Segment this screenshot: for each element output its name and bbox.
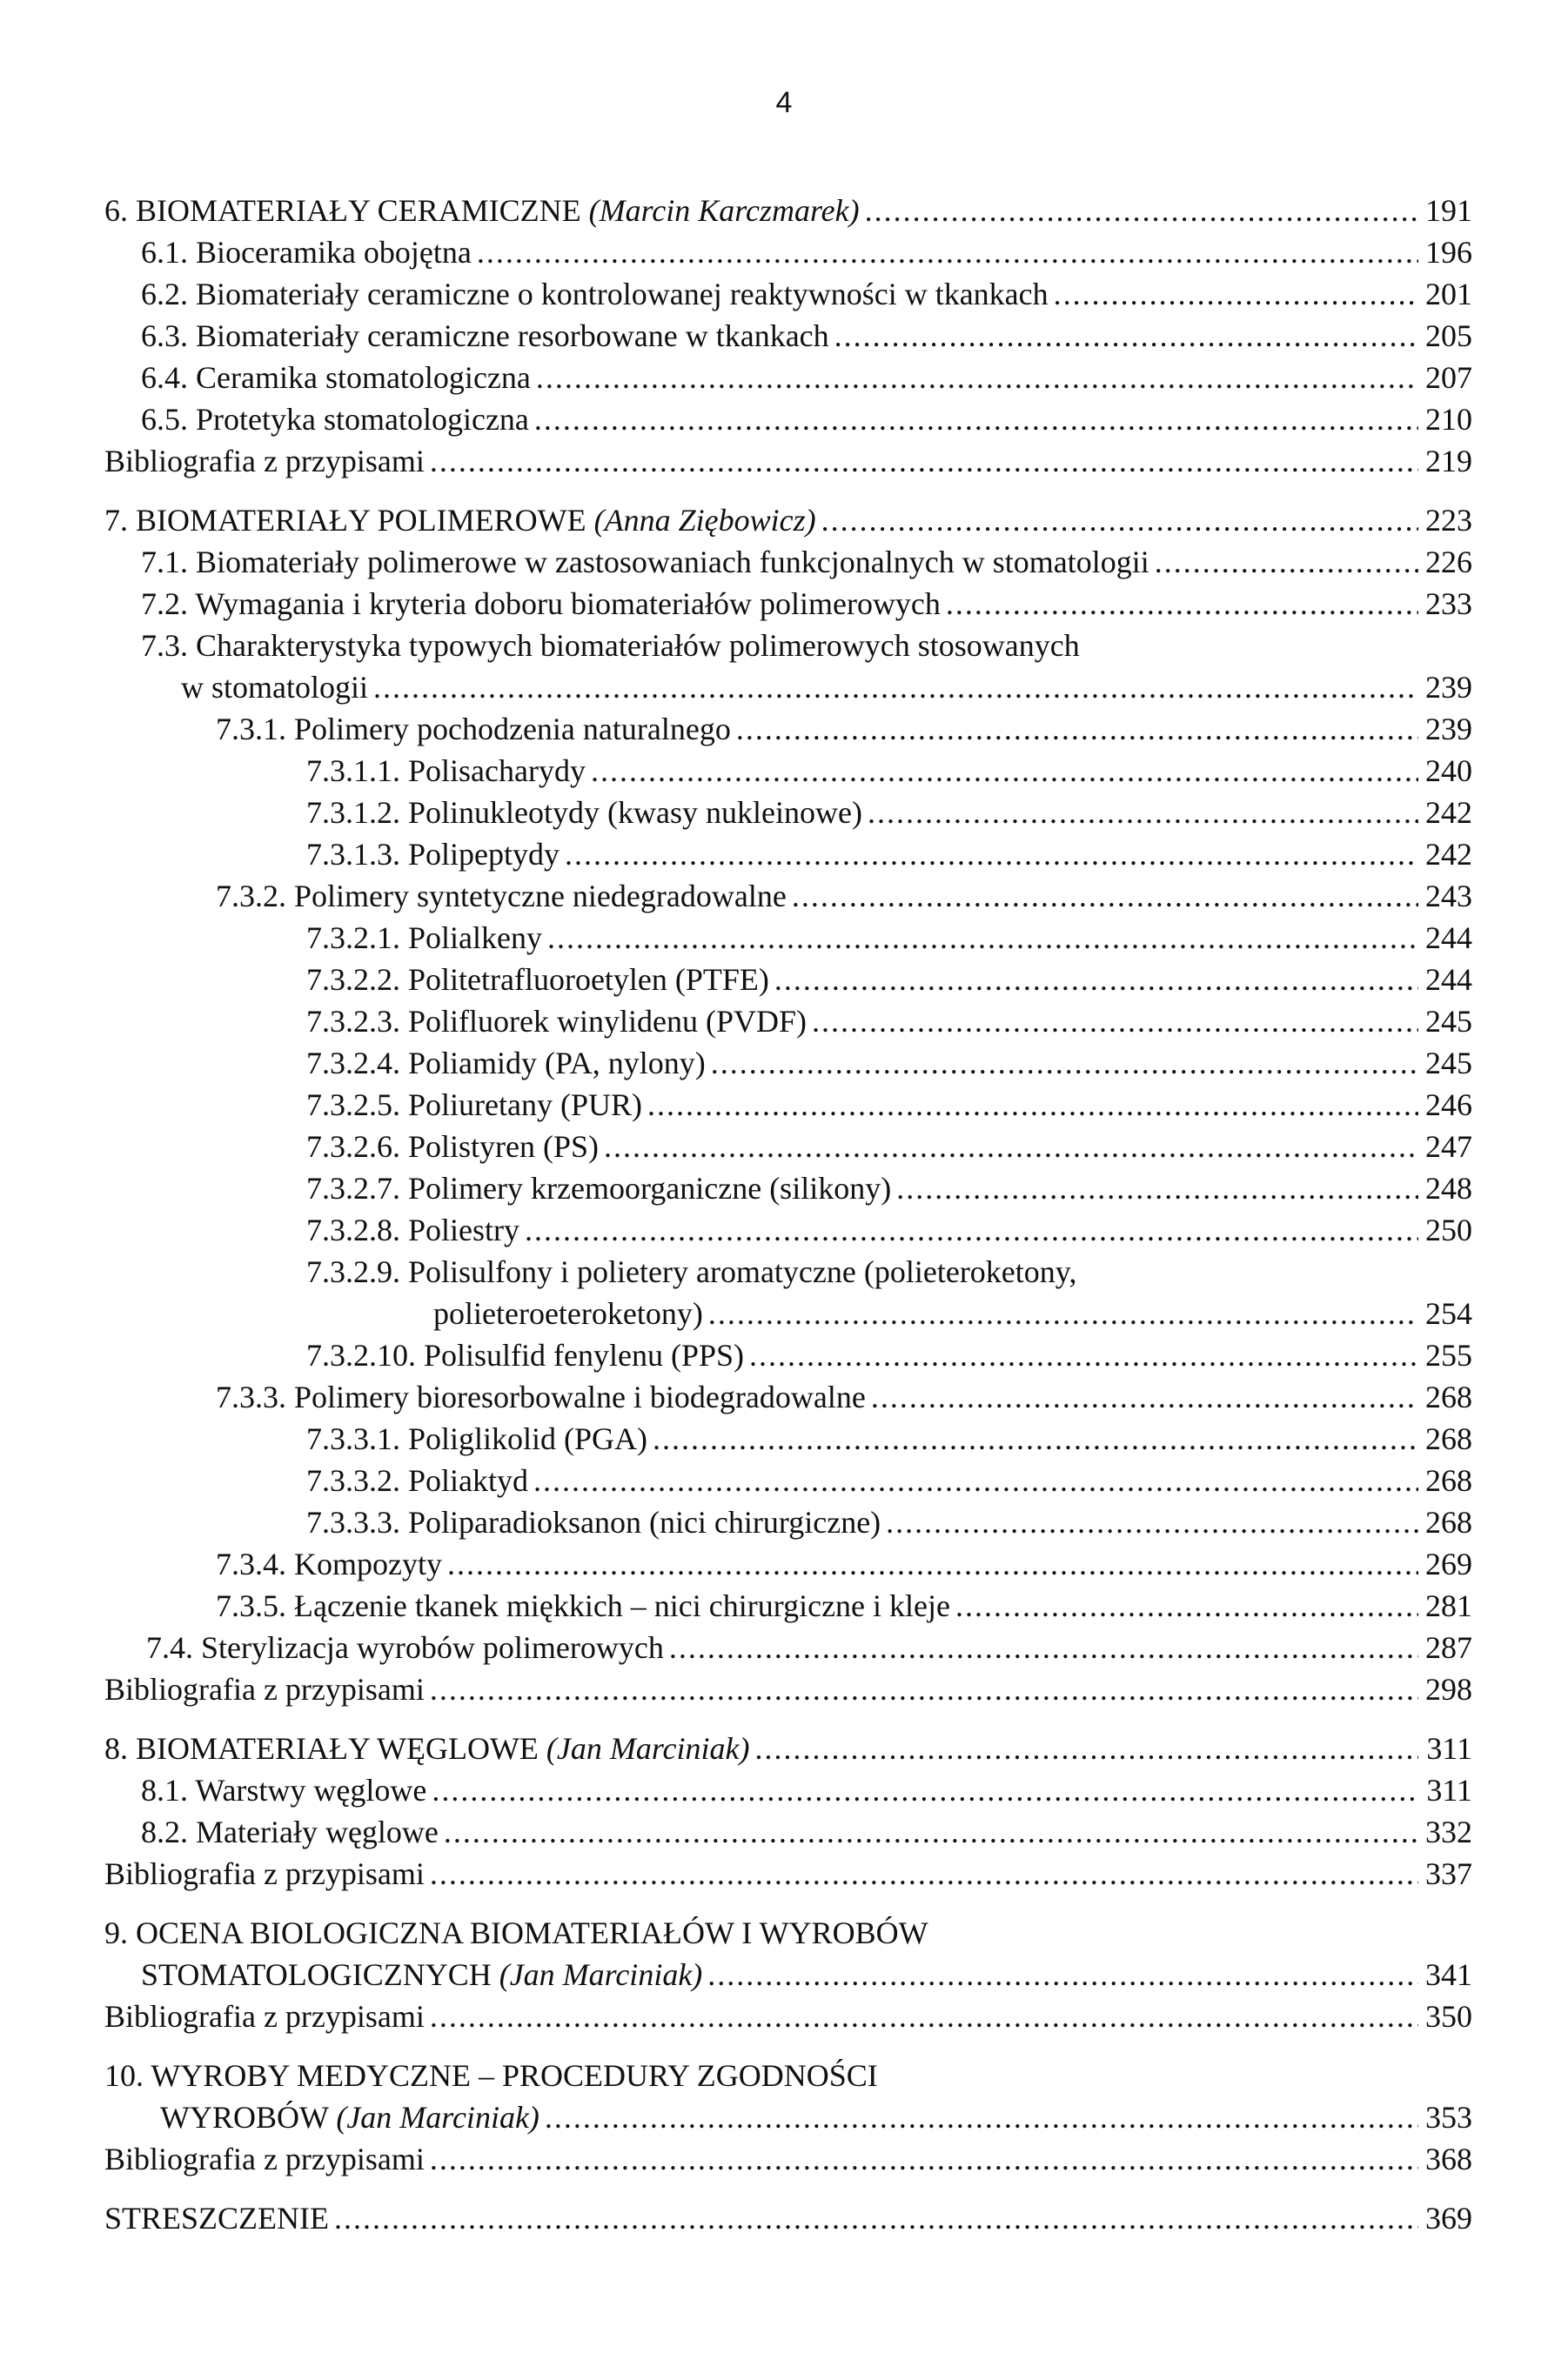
leader-dots: [533, 1460, 1418, 1501]
page-ref: 191: [1425, 193, 1472, 228]
leader-dots: [1155, 541, 1418, 583]
page-ref: 250: [1425, 1213, 1472, 1247]
leader-dots: [430, 1853, 1418, 1895]
toc-chapter-7: 7. BIOMATERIAŁY POLIMEROWE (Anna Ziębowicz) ..... 223: [104, 499, 1472, 541]
toc-section-7-3-1-2: 7.3.1.2. Polinukleotydy (kwasy nukleinowe) ..... 242: [104, 792, 1472, 833]
leader-dots: [334, 2197, 1418, 2239]
toc-section-7-1: 7.1. Biomateriały polimerowe w zastosowaniach funkcjonalnych w stomatologii ..... 226: [104, 541, 1472, 583]
toc-section-7-3-3-3: 7.3.3.3. Poliparadioksanon (nici chirurgiczne) ..... 268: [104, 1501, 1472, 1543]
leader-dots: [653, 1418, 1418, 1460]
leader-dots: [707, 1954, 1418, 1996]
leader-dots: [946, 583, 1418, 625]
toc-section-7-3-4: 7.3.4. Kompozyty ..... 269: [104, 1543, 1472, 1585]
page-ref: 196: [1425, 235, 1472, 270]
leader-dots: [447, 1543, 1418, 1585]
page-ref: 245: [1425, 1046, 1472, 1080]
leader-dots: [536, 357, 1418, 398]
leader-dots: [444, 1811, 1418, 1853]
toc-section-7-3-2-4: 7.3.2.4. Poliamidy (PA, nylony) ..... 245: [104, 1042, 1472, 1084]
page-ref: 242: [1425, 795, 1472, 830]
toc-chapter-6: 6. BIOMATERIAŁY CERAMICZNE (Marcin Karczmarek) ..... 191: [104, 190, 1472, 231]
toc-section-6-4: 6.4. Ceramika stomatologiczna ..... 207: [104, 357, 1472, 398]
toc-section-7-3-line2: w stomatologii ..... 239: [104, 666, 1472, 708]
toc-chapter-9-line2: STOMATOLOGICZNYCH (Jan Marciniak) ..... 341: [104, 1954, 1472, 1996]
author: (Marcin Karczmarek): [588, 193, 860, 228]
page-ref: 255: [1425, 1338, 1472, 1373]
page-ref: 201: [1425, 277, 1472, 311]
page-ref: 254: [1425, 1296, 1472, 1331]
leader-dots: [547, 917, 1418, 959]
leader-dots: [749, 1334, 1418, 1376]
author: (Jan Marciniak): [336, 2100, 539, 2135]
leader-dots: [647, 1084, 1418, 1126]
toc-section-7-3-3-1: 7.3.3.1. Poliglikolid (PGA) ..... 268: [104, 1418, 1472, 1460]
toc-bibliography-10: Bibliografia z przypisami ..... 368: [104, 2138, 1472, 2180]
leader-dots: [669, 1627, 1418, 1668]
page-ref: 246: [1425, 1087, 1472, 1122]
toc-section-7-3-2-10: 7.3.2.10. Polisulfid fenylenu (PPS) ..... 255: [104, 1334, 1472, 1376]
leader-dots: [868, 792, 1418, 833]
toc-section-7-2: 7.2. Wymagania i kryteria doboru biomateriałów polimerowych ..... 233: [104, 583, 1472, 625]
toc-bibliography-6: Bibliografia z przypisami ..... 219: [104, 440, 1472, 482]
toc-section-7-3-1: 7.3.1. Polimery pochodzenia naturalnego ..... 239: [104, 708, 1472, 750]
leader-dots: [430, 440, 1418, 482]
toc-section-6-1: 6.1. Bioceramika obojętna ..... 196: [104, 231, 1472, 273]
leader-dots: [792, 875, 1418, 917]
leader-dots: [432, 1769, 1418, 1811]
page-ref: 337: [1425, 1856, 1472, 1891]
leader-dots: [812, 1000, 1418, 1042]
toc-section-7-3-2-8: 7.3.2.8. Poliestry ..... 250: [104, 1209, 1472, 1251]
page-ref: 233: [1425, 586, 1472, 621]
leader-dots: [711, 1042, 1418, 1084]
leader-dots: [525, 1209, 1418, 1251]
page-ref: 239: [1425, 670, 1472, 705]
toc-section-6-5: 6.5. Protetyka stomatologiczna ..... 210: [104, 398, 1472, 440]
table-of-contents: [104, 190, 1472, 2239]
page-ref: 268: [1425, 1421, 1472, 1456]
page-ref: 210: [1425, 402, 1472, 437]
page-ref: 223: [1425, 503, 1472, 538]
toc-bibliography-7: Bibliografia z przypisami ..... 298: [104, 1668, 1472, 1710]
leader-dots: [834, 315, 1418, 357]
page-ref: 239: [1425, 712, 1472, 746]
leader-dots: [886, 1501, 1418, 1543]
page-ref: 248: [1425, 1171, 1472, 1206]
toc-section-7-3-3-2: 7.3.3.2. Poliaktyd ..... 268: [104, 1460, 1472, 1501]
author: (Jan Marciniak): [546, 1731, 750, 1766]
page-ref: 369: [1425, 2201, 1472, 2236]
page-ref: 332: [1425, 1815, 1472, 1849]
toc-section-7-3-3: 7.3.3. Polimery bioresorbowalne i biodegradowalne ..... 268: [104, 1376, 1472, 1418]
leader-dots: [430, 1668, 1418, 1710]
toc-chapter-10-line1: 10. WYROBY MEDYCZNE – PROCEDURY ZGODNOŚCI: [104, 2058, 878, 2093]
leader-dots: [821, 499, 1418, 541]
page-ref: 341: [1425, 1957, 1472, 1992]
page-ref: 226: [1425, 545, 1472, 579]
page-ref: 244: [1425, 920, 1472, 955]
toc-section-7-3-2-5: 7.3.2.5. Poliuretany (PUR) ..... 246: [104, 1084, 1472, 1126]
toc-chapter-9-line1: 9. OCENA BIOLOGICZNA BIOMATERIAŁÓW I WYROBÓW: [104, 1915, 928, 1950]
toc-section-7-3-2-9-line1: 7.3.2.9. Polisulfony i polietery aromatyczne (polieteroketony,: [306, 1254, 1077, 1289]
page-ref: 269: [1425, 1547, 1472, 1581]
page-ref: 268: [1425, 1463, 1472, 1498]
page-number: 4: [775, 86, 793, 119]
leader-dots: [955, 1585, 1418, 1627]
toc-section-7-3-2-6: 7.3.2.6. Polistyren (PS) ..... 247: [104, 1126, 1472, 1167]
page-ref: 247: [1425, 1129, 1472, 1164]
toc-section-6-3: 6.3. Biomateriały ceramiczne resorbowane w tkankach ..... 205: [104, 315, 1472, 357]
leader-dots: [430, 2138, 1418, 2180]
leader-dots: [477, 231, 1418, 273]
page-ref: 242: [1425, 837, 1472, 872]
page-ref: 244: [1425, 962, 1472, 997]
toc-section-8-1: 8.1. Warstwy węglowe ..... 311: [104, 1769, 1472, 1811]
author: (Anna Ziębowicz): [593, 503, 816, 538]
toc-section-7-3-2-7: 7.3.2.7. Polimery krzemoorganiczne (silikony) ..... 248: [104, 1167, 1472, 1209]
leader-dots: [896, 1167, 1418, 1209]
leader-dots: [708, 1293, 1418, 1334]
page-ref: 243: [1425, 879, 1472, 913]
page-ref: 207: [1425, 360, 1472, 395]
toc-section-7-3-2-2: 7.3.2.2. Politetrafluoroetylen (PTFE) ..... 244: [104, 959, 1472, 1000]
toc-section-7-3-1-3: 7.3.1.3. Polipeptydy ..... 242: [104, 833, 1472, 875]
page-ref: 268: [1425, 1505, 1472, 1540]
page-ref: 287: [1425, 1630, 1472, 1665]
toc-chapter-8: 8. BIOMATERIAŁY WĘGLOWE (Jan Marciniak) ..... 311: [104, 1728, 1472, 1769]
leader-dots: [591, 750, 1418, 792]
toc-section-7-3-2-9-line2: polieteroeteroketony) ..... 254: [104, 1293, 1472, 1334]
toc-chapter-10-line2: WYROBÓW (Jan Marciniak) ..... 353: [104, 2096, 1472, 2138]
leader-dots: [373, 666, 1418, 708]
leader-dots: [755, 1728, 1419, 1769]
page-ref: 205: [1425, 318, 1472, 353]
leader-dots: [430, 1996, 1418, 2037]
toc-section-7-3-1-1: 7.3.1.1. Polisacharydy ..... 240: [104, 750, 1472, 792]
toc-section-7-3-5: 7.3.5. Łączenie tkanek miękkich – nici chirurgiczne i kleje ..... 281: [104, 1585, 1472, 1627]
author: (Jan Marciniak): [499, 1957, 703, 1992]
leader-dots: [545, 2096, 1418, 2138]
toc-section-6-2: 6.2. Biomateriały ceramiczne o kontrolowanej reaktywności w tkankach ..... 201: [104, 273, 1472, 315]
page-ref: 240: [1425, 753, 1472, 788]
toc-section-7-3-2: 7.3.2. Polimery syntetyczne niedegradowalne ..... 243: [104, 875, 1472, 917]
page-ref: 245: [1425, 1004, 1472, 1039]
leader-dots: [565, 833, 1418, 875]
page-ref: 368: [1425, 2142, 1472, 2176]
leader-dots: [604, 1126, 1418, 1167]
page-ref: 281: [1425, 1588, 1472, 1623]
page-ref: 311: [1426, 1773, 1472, 1808]
page-ref: 311: [1426, 1731, 1472, 1766]
toc-section-7-3-2-1: 7.3.2.1. Polialkeny ..... 244: [104, 917, 1472, 959]
toc-summary: STRESZCZENIE ..... 369: [104, 2197, 1472, 2239]
toc-section-7-3-2-3: 7.3.2.3. Polifluorek winylidenu (PVDF) ..... 245: [104, 1000, 1472, 1042]
toc-section-7-3-line1: 7.3. Charakterystyka typowych biomateriałów polimerowych stosowanych: [141, 628, 1080, 663]
toc-bibliography-9: Bibliografia z przypisami ..... 350: [104, 1996, 1472, 2037]
toc-section-8-2: 8.2. Materiały węglowe ..... 332: [104, 1811, 1472, 1853]
leader-dots: [1054, 273, 1418, 315]
page-ref: 350: [1425, 1999, 1472, 2034]
leader-dots: [736, 708, 1418, 750]
page-ref: 298: [1425, 1672, 1472, 1707]
page-ref: 353: [1425, 2100, 1472, 2135]
toc-section-7-4: 7.4. Sterylizacja wyrobów polimerowych ..... 287: [104, 1627, 1472, 1668]
leader-dots: [534, 398, 1418, 440]
page-ref: 219: [1425, 444, 1472, 478]
leader-dots: [865, 190, 1418, 231]
page-ref: 268: [1425, 1380, 1472, 1414]
leader-dots: [871, 1376, 1418, 1418]
toc-bibliography-8: Bibliografia z przypisami ..... 337: [104, 1853, 1472, 1895]
leader-dots: [774, 959, 1418, 1000]
